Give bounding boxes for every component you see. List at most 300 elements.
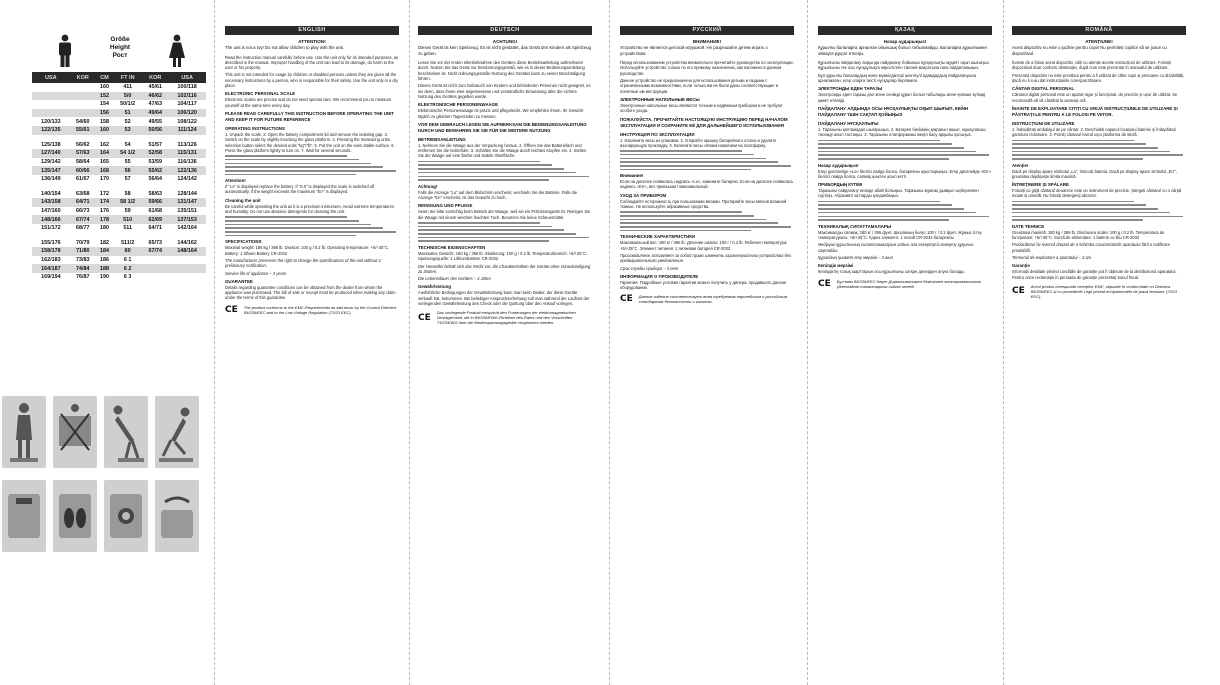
size-cell: 55 <box>124 159 131 166</box>
size-cell: 52 <box>124 118 131 125</box>
paragraph: Elektronische Personenwaage ist präzis und pflegeleicht. Wir empfehlen Ihnen, Ihr Gewicht täglich zu gleichen Tageszeiten zu messen. <box>418 108 584 119</box>
size-cell: 100/118 <box>177 84 197 91</box>
paragraph: Максимальный вес: 180 кг / 396 lb. Деление шкалы: 100 г / 0,2 lb. Рабочая температура: +5/+35°C. Элемент питания: 1 литиевая батарея CR-2032 <box>620 240 788 251</box>
size-cell: 168 <box>96 166 113 175</box>
size-cell: 55/61 <box>70 126 96 135</box>
size-cell: 180 <box>99 225 109 232</box>
paragraph: Maximales Gewicht: 180 kg / 396 lb. Skalierung: 100 g / 0.2 lb. Temperaturbereich: +5/+35°C. Speisungsquelle: 1 Lithiumbatterie CR-2032 <box>418 251 588 262</box>
size-cell <box>32 92 70 101</box>
service-life-text: Service life of appliance – 3 years <box>225 270 287 276</box>
size-cell: 111/124 <box>168 126 206 135</box>
section-heading: Cleaning the unit <box>225 197 261 203</box>
ce-compliance <box>620 294 794 304</box>
size-cell: 106/120 <box>168 109 206 118</box>
size-cell: 152 <box>96 92 113 101</box>
fold-line <box>214 0 215 685</box>
fine-print-block <box>1012 140 1186 160</box>
heading-en: Height <box>109 44 131 51</box>
section-heading: ELEKTRONISCHE PERSONENWAAGE <box>418 102 499 108</box>
size-cell: 66/73 <box>75 208 90 215</box>
size-cell <box>70 92 96 101</box>
column-header: DEUTSCH <box>418 26 592 35</box>
paragraph: Құрылғыны пайдалану алдында пайдалану бойынша нұсқаулықты мұқият оқып шығыңыз. Құрылғыны тек осы нұсқаулықта көрсетілген тікелей мақсатына ғана пайдаланыңыз. <box>818 60 990 71</box>
paragraph: 1. Îndepărtați ambalajul de pe cântar. 2. Deschideți capacul locașului bateriei și îndepărtați garnitura izolatoare. 3. Porniți cântarul lovind ușor platforma de sticlă. <box>1012 126 1176 138</box>
paragraph: Перед использованием устройства внимательно прочитайте руководство по эксплуатации. Используйте устройство только по его прямому назначению, как изложено в данном руководстве. <box>620 60 794 76</box>
paragraph: Максималды салмақ: 180 кг / 396 фунт. Шкаланың бөлуі: 100 г / 0,2 фунт. Жұмыс істеу температурасы: +5/+35°C. Қорек элементі: 1 литий CR-2032 батареясы <box>818 229 982 241</box>
section-heading: ИНСТРУКЦИЯ ПО ЭКСПЛУАТАЦИИ <box>620 131 695 137</box>
heading-ru: Рост <box>112 52 128 59</box>
cleaning-icon <box>155 480 199 552</box>
paragraph: Cântarul digital personal este un aparat sigur și funcțional, de precizie și ușor de utilizat. Se recomandă să vă cântăriți la aceeași oră. <box>1012 92 1178 103</box>
size-cell: 65/73 <box>148 239 162 246</box>
size-cell: 122/135 <box>32 126 70 135</box>
ce-mark-icon: CE <box>818 278 831 289</box>
section-heading: GUARANTEE <box>225 278 253 284</box>
size-cell <box>168 264 206 273</box>
size-cell: 151/172 <box>41 225 61 232</box>
size-cell: 143/158 <box>32 198 70 207</box>
paragraph: Егер дисплейде «Lo» белгісі пайда болса, батареяны ауыстырыңыз. Егер дисплейде «Err» белгісі пайда болса, салмақ шектен асып кетті. <box>818 168 992 179</box>
paragraph: The manufacturer preserves the right to change the specifications of the unit without a preliminary notification. <box>225 258 381 269</box>
size-cell: 182 <box>99 239 109 246</box>
section-heading: ЭЛЕКТРОННЫЕ НАПОЛЬНЫЕ ВЕСЫ <box>620 96 700 102</box>
paragraph: Бұл құрылғы балалардың және мүмкіндіктері шектеулі адамдардың пайдалануына арналмаған, егер оларға тиісті нұсқаулар берілмесе. <box>818 72 977 84</box>
size-cell <box>70 109 96 118</box>
woman-silhouette-icon <box>166 34 188 68</box>
size-row <box>32 175 206 184</box>
section-heading: Garanție <box>1012 263 1030 269</box>
paragraph: Seien Sie bitte vorsichtig beim Betrieb der Waage, weil sie ein Präzisionsgerät ist. Reinigen Sie die Waage mit einem weichen feuchten Tuch. Benutzen Sie keine Scheuermittel. <box>418 209 591 220</box>
size-cell: 135/151 <box>177 208 197 215</box>
size-cell: 190 <box>99 274 109 281</box>
ce-statement: Данное изделие соответствует всем требуемым европейским и российским стандартам безопасности и гигиены. <box>638 294 788 305</box>
ce-compliance <box>418 310 592 325</box>
size-row <box>32 117 206 126</box>
size-row <box>32 247 206 256</box>
size-cell: 56/64 <box>148 176 162 183</box>
size-cell: 176 <box>99 208 109 215</box>
size-cell: 54/60 <box>75 118 90 125</box>
paragraph: Falls die Anzeige "Lo" auf dem Bildschirm erscheint, wechseln Sie die Batterie. Falls die Anzeige "Err" erscheint, ist das Gewicht zu hoch. <box>418 189 578 201</box>
size-cell: 140/154 <box>41 190 61 197</box>
ce-statement: The product conforms to the EMC-Requirements as laid down by the Council Directive 89/336/EEC and to the Low Voltage Regulation (73/23 EEC) <box>243 304 397 315</box>
ce-compliance <box>818 279 992 289</box>
size-cell: 108/122 <box>177 118 197 125</box>
size-cell <box>142 264 168 273</box>
size-cell: 154 <box>99 101 109 108</box>
paragraph: Der Hersteller behält sich das Recht vor, die Charakteristiken der Geräte ohne Vorankündigung zu ändern. <box>418 263 591 274</box>
size-cell: 60 <box>113 247 142 256</box>
ce-mark-icon: CE <box>1012 286 1025 297</box>
size-cell: 142/164 <box>177 225 197 232</box>
ce-statement: Бұл өнім 89/336/ЕЕС Кеңес Директивасымен бекітілген электромагниттік үйлесімділік талаптарына сәйкес келеді. <box>836 278 982 289</box>
size-cell: 411 <box>123 84 133 91</box>
section-heading: Кепілдік мерзімі <box>818 263 854 269</box>
paragraph: Кепілдіктің толық шарттарын осы құрылғыны сатқан дилерден алуға болады. <box>818 269 966 275</box>
ce-statement: Acest produs corespunde cerințelor EMC, stipulate în conformitate cu Directiva 89/336/EEC și cu prevederile Legii privind echipamentele de joasă tensiune (73/23 EEC). <box>1030 283 1178 299</box>
size-cell: 184 <box>96 247 113 256</box>
service-life-text: Die Lebensdauer des Gerätes – 3 Jahre <box>418 276 491 282</box>
column-english <box>225 26 399 666</box>
size-cell: 188 <box>96 264 113 273</box>
size-cell: 53/59 <box>148 159 162 166</box>
size-cell: 61/68 <box>148 208 162 215</box>
size-row <box>32 215 206 224</box>
warning-text: The unit is not a toy! Do not allow children to play with the unit. <box>225 45 344 50</box>
pictogram-row <box>2 396 202 468</box>
ce-statement: Das vorliegende Produkt entspricht den Forderungen der elektromagnetischen Verträglichkeit, die in 89/336/EWG-Richtlinie des Rates und den Vorschriften 73/23/EWG über die Niederspannungsgeräte vorgesehen werden. <box>436 310 576 326</box>
column-header: ROMÂNĂ <box>1012 26 1186 35</box>
size-row <box>32 158 206 167</box>
size-table-header <box>32 72 206 83</box>
size-row <box>32 141 206 150</box>
paragraph: Read the instruction manual carefully before use. Use the unit only for its intended purposes, as described in the manual. Improper handling of the unit can lead to its damage, do harm to the user or his property. <box>225 54 399 71</box>
size-cell: 160 <box>99 84 109 91</box>
section-heading: ЭЛЕКТРОНДЫ ЕДЕН ТАРАЗЫ <box>818 86 883 92</box>
size-row <box>32 166 206 175</box>
fine-print-block <box>1012 201 1186 221</box>
size-cell: 68/77 <box>75 225 90 232</box>
size-cell: 186 <box>99 256 109 263</box>
attention-title: Назар аударыңыз! <box>883 39 927 44</box>
heading-de: Größe <box>110 36 130 43</box>
size-cell: 162/183 <box>41 256 61 263</box>
size-cell: 51/57 <box>148 141 162 148</box>
section-heading: TECHNISCHE EIGENSCHAFTEN <box>418 245 486 250</box>
section-heading: REINIGUNG UND PFLEGE <box>418 203 473 209</box>
feet-on-scale-icon <box>53 480 97 552</box>
section-heading: ПАЙДАЛАНУ АЛДЫНДА ОСЫ НҰСҚАУЛЫҚТЫ ОҚЫП ШЫҒЫП, КЕЙІН ПАЙДАЛАНУ ҮШІН САҚТАП ҚОЙЫҢЫЗ <box>818 105 969 117</box>
fine-print-block <box>818 140 992 160</box>
size-row <box>32 256 206 265</box>
size-cell <box>168 256 206 265</box>
size-cell: 52/58 <box>142 149 168 158</box>
paragraph: If "Lo" is displayed replace the battery. If "0.0" is displayed the scale is switched off automatically. If the weight exceeds the maximum "Err" is displayed. <box>225 184 375 195</box>
size-cell: 113/126 <box>177 141 197 148</box>
size-row <box>32 109 206 118</box>
slipping-person-icon <box>155 396 199 468</box>
paragraph: Electronic scales are precise and do not need special care. We recommend you to measure yourself at the same time every day. <box>225 97 392 108</box>
paragraph: Dacă pe display apare simbolul „Lo”, înlocuiți bateria. Dacă pe display apare simbolul „Err”, greutatea depășește limita maximă. <box>1012 168 1177 179</box>
man-silhouette-icon <box>54 34 76 68</box>
column-header: USA <box>32 72 70 83</box>
size-cell: 57/63 <box>70 149 96 158</box>
section-heading: ÎNTREȚINERE ȘI SPĂLARE <box>1012 182 1069 188</box>
chart-heading <box>90 36 150 60</box>
ce-compliance <box>225 305 399 315</box>
paragraph: 1. Nehmen Sie die Waage aus der Verpackung heraus. 2. Öffnen Sie das Batteriefach und entfernen Sie die Isolierfolie. 3. Schalten Sie die Waage durch leichtes Klopfen ein. 4. Stellen Sie die Waage auf eine flache und stabile Oberfläche. <box>418 142 587 159</box>
size-cell: 160 <box>96 126 113 135</box>
service-life-text: Termenul de exploatare a aparatului – 3 ani. <box>1012 255 1092 260</box>
size-cell: 64/71 <box>148 225 162 232</box>
size-cell: 158 <box>99 118 109 125</box>
size-cell: 164 <box>96 149 113 158</box>
size-cell: 5/0 <box>113 92 142 101</box>
ce-mark-icon: CE <box>225 304 238 315</box>
paragraph: 1. Unpack the scale. 2. Open the battery compartment lid and remove the isolating gap. 3. Switch on the scale by slightly knocking the glass platform. 4. Pressing the measuring units, selection button select the desired units "kg"/"lb". 5. Put the unit on the even stable surface. 6. Press the glass platform lightly to turn on. 7. Wait for several seconds. <box>225 131 395 153</box>
size-cell: 510 <box>113 215 142 224</box>
paragraph: Dieses Gerät ist nicht zum Gebrauch von Kindern und behinderten Personen nicht geeignet, es sei denn, dass ihnen eine angemessene und verständliche Einweisung über die sichere Nutzung des Gerätes gegeben wurde. <box>418 83 591 99</box>
column-deutsch <box>418 26 592 666</box>
paragraph: Производитель оставляет за собой право изменять характеристики устройства без предварительного уведомления. <box>620 253 791 264</box>
size-cell: 56/62 <box>75 141 90 148</box>
size-cell <box>70 83 96 92</box>
section-heading: УХОД ЗА ПРИБОРОМ <box>620 192 667 198</box>
attention-title: ATTENTION! <box>298 39 326 44</box>
section-heading: ТЕХНИЧЕСКИЕ ХАРАКТЕРИСТИКИ <box>620 234 696 240</box>
size-cell: 147/160 <box>41 208 61 215</box>
paragraph: Ausführliche Bedingungen der Gewährleistung kann man beim Dealer, der diese Geräte verkauft hat, bekommen. Bei beliebiger Anspruchserhebung soll man während der Laufzeit der vorliegenden Gewährleistung den Check oder die Quittung über den Ankauf vorlegen. <box>418 290 590 307</box>
size-cell: 59 <box>124 208 131 215</box>
paragraph: This unit is not intended for usage by children or disabled persons unless they are given all the necessary instructions by a person, who is responsible for their safety. Use the unit only in a dry place. <box>225 72 399 89</box>
size-cell: 122/136 <box>168 166 206 175</box>
pictogram-row <box>2 480 202 552</box>
size-cell: 135/147 <box>32 166 70 175</box>
size-cell: 120/133 <box>41 118 61 125</box>
size-cell: 49/55 <box>148 118 162 125</box>
fine-print-block <box>418 161 592 181</box>
size-cell: 165 <box>99 159 109 166</box>
paragraph: Таразыны пайдалану кезінде абай болыңыз. Таразыны жұмсақ дымқыл шүберекпен сүртіңіз. Абразивті заттарды қолданбаңыз. <box>818 188 979 199</box>
section-heading: Gewährleistung <box>418 284 451 290</box>
size-cell: 169/194 <box>41 274 61 281</box>
paragraph: Details regarding guarantee conditions can be obtained from the dealer from whom the appliance was purchased. The bill of sale or receipt must be produced when making any claim under the terms of this guarantee. <box>225 284 396 301</box>
size-row <box>32 198 206 207</box>
size-cell: 50/1/2 <box>120 101 136 108</box>
size-cell: 158/178 <box>32 247 70 256</box>
size-cell: 54 1/2 <box>113 149 142 158</box>
size-cell: 76/87 <box>75 274 90 281</box>
size-cell: 128/144 <box>177 190 197 197</box>
fine-print-block <box>418 222 592 242</box>
ce-mark-icon: CE <box>418 312 431 323</box>
column-header: ҚАЗАҚ <box>818 26 992 35</box>
warning-text: Устройство не является детской игрушкой. Не разрешайте детям играть с устройством. <box>620 45 768 56</box>
section-heading: Atenție! <box>1012 162 1029 168</box>
section-heading: ИНФОРМАЦИЯ О ПРОИЗВОДИТЕЛЕ <box>620 273 699 279</box>
attention-title: ACHTUNG! <box>492 39 518 44</box>
section-heading: ТЕХНИКАЛЫҚ СИПАТТАМАЛАРЫ <box>818 223 892 229</box>
size-cell: 6 3 <box>123 274 132 281</box>
size-chart <box>30 30 208 340</box>
section-heading: Внимание! <box>620 173 644 179</box>
size-cell: 49/64 <box>142 109 168 118</box>
size-cell: 51 <box>113 109 142 118</box>
fine-print-block <box>818 201 992 221</box>
paragraph: Informații detaliate privind condițiile de garanție pot fi obținute de la distribuitorul aparatului. Pentru orice reclamație în perioada de garanție prezentați bonul fiscal. <box>1012 269 1177 280</box>
size-row <box>32 126 206 135</box>
size-row <box>32 92 206 101</box>
paragraph: 1. Извлеките весы из упаковки. 2. Откройте крышку батарейного отсека и удалите изолирующую прокладку. 3. Включите весы лёгким нажатием на платформу. <box>620 137 777 148</box>
paragraph: Өндіруші құрылғының сипаттамаларын алдын ала ескертусіз өзгерту құқығын сақтайды. <box>818 242 974 253</box>
paragraph: Producătorul își rezervă dreptul de a schimba caracteristicile aparatului fără o notificare prealabilă. <box>1012 242 1170 253</box>
column-romanian <box>1012 26 1186 666</box>
section-heading: VOR DEM GEBRAUCH LESEN SIE AUFMERKSAM DIE BEDIENUNGSANLEITUNG DURCH UND BEWAHREN SIE SIE FÜR DIE WEITERE NUTZUNG <box>418 121 587 133</box>
column-header: KOR <box>70 72 96 83</box>
size-cell: 511 <box>123 225 133 232</box>
fold-line <box>409 0 410 685</box>
size-row <box>32 190 206 199</box>
column-header: ENGLISH <box>225 26 399 35</box>
column-header: РУССКИЙ <box>620 26 794 35</box>
size-cell: 57 <box>124 176 131 183</box>
paragraph: Гарантия. Подробные условия гарантии можно получить у дилера, продавшего данное оборудование. <box>620 279 787 291</box>
size-cell: 148/164 <box>168 247 206 256</box>
ce-mark-icon: CE <box>620 294 633 305</box>
service-life-text: Құралдың қызмет ету мерзімі – 3 жыл <box>818 255 894 260</box>
size-cell: 129/142 <box>41 159 61 166</box>
section-heading: Attention! <box>225 178 246 184</box>
size-cell: 164/187 <box>32 264 70 273</box>
size-cell: 56 <box>113 166 142 175</box>
section-heading: CÂNTAR DIGITAL PERSONAL <box>1012 86 1075 92</box>
size-cell: 125/138 <box>41 141 61 148</box>
leaning-person-icon <box>104 396 148 468</box>
scale-top-view-icon <box>2 480 46 552</box>
size-cell: 67/74 <box>70 215 96 224</box>
size-cell: 50/56 <box>142 126 168 135</box>
fine-print-block <box>225 155 399 175</box>
section-heading: ПАЙДАЛАНУ НҰСҚАУЛЫҒЫ <box>818 120 879 126</box>
section-heading: ПРИБОРДЫҢ КҮТІМІ <box>818 182 863 188</box>
size-cell: 136/149 <box>41 176 61 183</box>
size-cell <box>142 273 168 282</box>
size-cell <box>142 256 168 265</box>
size-cell: 53 <box>113 126 142 135</box>
ce-compliance <box>1012 284 1186 299</box>
size-cell: 115/131 <box>168 149 206 158</box>
warning-text: Dieses Gerät ist kein Spielzeug. Es ist nicht gestattet, das Gerät den Kindern als Spielzeug zu geben. <box>418 45 591 56</box>
fine-print-block <box>620 211 794 231</box>
fine-print-block <box>225 216 399 236</box>
warning-text: Құрылғы балаларға арналған ойыншық болып табылмайды. Балаларға құрылғымен ойнауға рұқсат етпеңіз. <box>818 45 987 56</box>
fold-line <box>609 0 610 685</box>
paragraph: Данное устройство не предназначено для использования детьми и людьми с ограниченными возможностями, если только им не были даны соответствующие и понятные им инструкции. <box>620 78 779 94</box>
column-russian <box>620 26 794 666</box>
section-heading: OPERATING INSTRUCTIONS <box>225 125 285 131</box>
size-cell: 178 <box>96 215 113 224</box>
size-cell: 55/62 <box>142 166 168 175</box>
paragraph: Maximal weight: 180 kg / 396 lb. Division: 100 g / 0.2 lb. Operating temperature: +5/+35°C. Battery: 1 lithium Battery CR-2032 <box>225 245 390 256</box>
size-cell: 58 1/2 <box>113 198 142 207</box>
size-cell: 155/176 <box>41 239 61 246</box>
section-heading: ELECTRONIC PERSONAL SCALE <box>225 91 296 97</box>
size-row <box>32 149 206 158</box>
section-heading: DATE TEHNICE <box>1012 223 1045 229</box>
size-table <box>32 72 206 281</box>
column-kazakh <box>818 26 992 666</box>
size-cell: 61/67 <box>75 176 90 183</box>
size-cell: 511/2 <box>121 239 135 246</box>
size-cell: 63/68 <box>75 190 90 197</box>
size-cell: 102/116 <box>168 92 206 101</box>
size-cell: 104/117 <box>177 101 197 108</box>
size-cell: 46/62 <box>142 92 168 101</box>
size-cell: 6 1 <box>123 256 132 263</box>
fold-line <box>807 0 808 685</box>
section-heading: INSTRUCȚIUNI DE UTILIZARE <box>1012 120 1075 126</box>
size-cell <box>32 83 70 92</box>
column-header: KOR <box>142 72 168 83</box>
size-row <box>32 224 206 233</box>
section-heading: PLEASE READ CAREFULLY THIS INSTRUCTION BEFORE OPERATING THE UNIT AND KEEP IT FOR FUTURE REFERENCE <box>225 110 394 122</box>
paragraph: Folosiți cu grijă cântarul deoarece este un instrument de precizie. Ștergeți cântarul cu o cârpă moale și umedă. Nu folosiți detergenți abrazivi. <box>1012 188 1182 199</box>
size-cell: 54 <box>124 141 131 148</box>
size-cell: 58 <box>124 190 131 197</box>
size-cell: 58/64 <box>75 159 90 166</box>
paragraph: Be careful while operating the unit as it is a precision instrument. Avoid extreme temperatures and humidity. Do not use abrasive detergents for cleaning the unit. <box>225 203 394 215</box>
size-row <box>32 264 206 273</box>
size-cell: 6 2 <box>113 264 142 273</box>
size-row <box>32 273 206 282</box>
section-heading: Achtung! <box>418 183 438 189</box>
column-header: FT IN <box>113 72 142 83</box>
size-cell: 67/74 <box>142 247 168 256</box>
size-cell: 172 <box>99 190 109 197</box>
size-cell: 174 <box>96 198 113 207</box>
size-cell <box>32 109 70 118</box>
size-cell: 58/63 <box>148 190 162 197</box>
size-cell: 62/69 <box>142 215 168 224</box>
size-cell: 131/147 <box>168 198 206 207</box>
size-cell: 47/63 <box>148 101 162 108</box>
fine-print-block <box>620 150 794 170</box>
size-cell: 137/153 <box>168 215 206 224</box>
person-on-scale-icon <box>2 396 46 468</box>
size-cell: 45/61 <box>148 84 162 91</box>
attention-title: ВНИМАНИЕ! <box>692 39 722 44</box>
size-row <box>32 239 206 248</box>
size-cell: 162 <box>99 141 109 148</box>
size-cell: 170 <box>99 176 109 183</box>
section-heading: BETRIEBSANLEITUNG <box>418 136 466 142</box>
section-heading: ПОЖАЛУЙСТА, ПРОЧИТАЙТЕ НАСТОЯЩУЮ ИНСТРУКЦИЮ ПЕРЕД НАЧАЛОМ ЭКСПЛУАТАЦИИ И СОХРАНИТЕ ЕЁ ДЛЯ ДАЛЬНЕЙШЕГО ИСПОЛЬЗОВАНИЯ <box>620 116 788 128</box>
service-life-text: Срок службы прибора – 3 лет <box>620 265 679 271</box>
paragraph: Если на дисплее появилась надпись «Lo», замените батарею. Если на дисплее появилась надпись «Err», вес превышает максимальный. <box>620 179 794 190</box>
section-heading: Назар аударыңыз! <box>818 162 859 168</box>
section-heading: ÎNAINTE DE EXPLOATARE CITIȚI CU GRIJĂ INSTRUCȚIUNILE DE UTILIZARE ȘI PĂSTRAȚI-LE PENTRU A LE FOLOSI PE VIITOR. <box>1012 105 1178 117</box>
size-cell: 74/84 <box>70 264 96 273</box>
column-header: USA <box>168 72 206 83</box>
size-cell: 60/66 <box>70 166 96 175</box>
size-cell: 124/142 <box>177 176 197 183</box>
battery-compartment-icon <box>104 480 148 552</box>
size-cell: 71/80 <box>70 247 96 256</box>
size-cell <box>168 273 206 282</box>
size-row <box>32 83 206 92</box>
section-heading: SPECIFICATIONS <box>225 239 262 245</box>
paragraph: Prezentul dispozitiv nu este prevăzut pentru a fi utilizat de către copii și persoane cu dizabilități, dacă nu li s-au dat instrucțiunile corespunzătoare. <box>1012 72 1185 84</box>
warning-text: Acest dispozitiv nu este o jucărie pentru copii! Nu permiteți copiilor să se joace cu dispozitivul. <box>1012 45 1167 56</box>
paragraph: Электронные напольные весы являются точным и надёжным прибором и не требуют особого ухода. <box>620 102 783 114</box>
paragraph: Соблюдайте осторожность при пользовании весами. Протирайте весы мягкой влажной тканью. Не используйте абразивные средства. <box>620 198 787 210</box>
size-cell: 144/162 <box>177 239 197 246</box>
no-jumping-icon <box>53 396 97 468</box>
paragraph: Электронды еден таразы дәл және сенімді құрал болып табылады және ерекше күтімді қажет етпейді. <box>818 92 986 103</box>
size-cell <box>70 100 96 109</box>
size-cell: 127/140 <box>32 149 70 158</box>
column-header: CM <box>96 72 113 83</box>
size-cell: 148/166 <box>32 215 70 224</box>
size-cell: 156 <box>96 109 113 118</box>
fold-line <box>1003 0 1004 685</box>
paragraph: Lesen Sie vor der ersten Inbetriebnahme des Gerätes diese Betriebsanleitung aufmerksam durch. Nutzen Sie das Gerät nur bestimmungsgemäß, wie es in dieser Bedienungsanleitung beschrieben ist. Nicht ordnungsgemäße Nutzung des Gerätes kann zu seiner Beschädigung führen. <box>418 60 586 82</box>
paragraph: Greutatea maximă: 180 kg / 396 lb. Diviziunea scalei: 100 g / 0.2 lb. Temperatura de funcționare: +5/+35°C. Sursă de alimentare: 1 baterie cu litiu CR-2032 <box>1012 229 1165 241</box>
attention-title: ATENȚIUNE! <box>1085 39 1113 44</box>
size-cell <box>32 100 70 109</box>
size-cell: 73/83 <box>75 256 90 263</box>
size-cell: 64/71 <box>70 198 96 207</box>
